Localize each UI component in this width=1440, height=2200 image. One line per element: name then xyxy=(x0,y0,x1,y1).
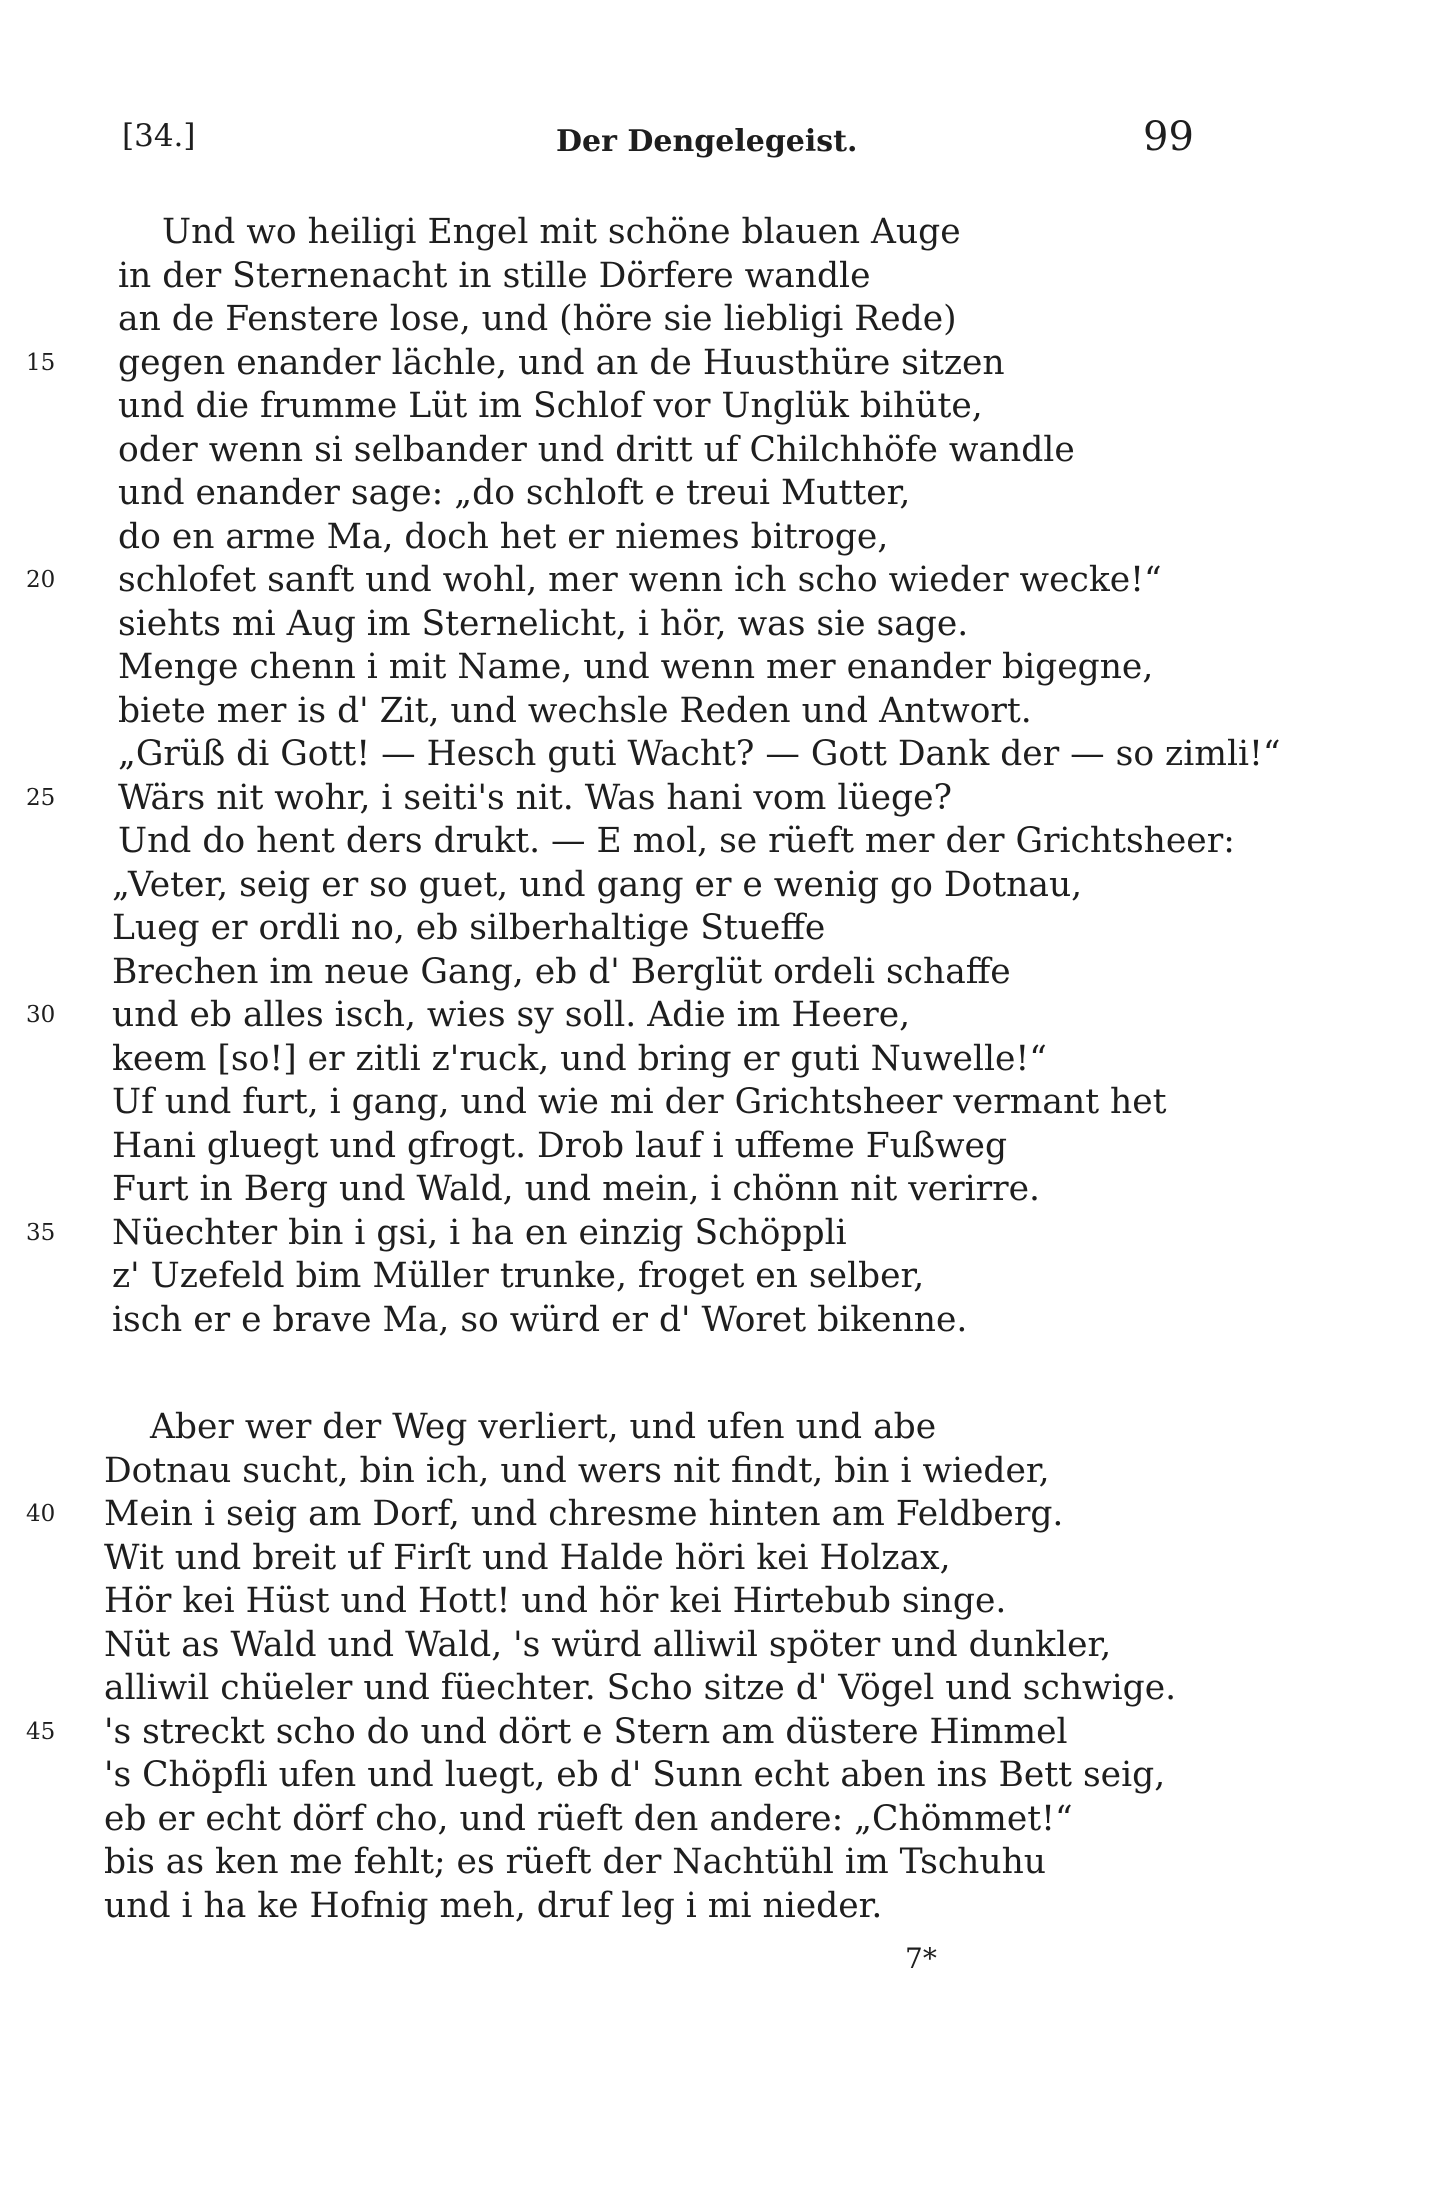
line-number: 40 xyxy=(26,1501,56,1527)
verse-line: 's streckt scho do und dört e Stern am düstere Himmel xyxy=(104,1711,1068,1752)
line-number: 45 xyxy=(26,1718,56,1745)
verse-line: an de Fenstere lose, und (höre sie liebligi Rede) xyxy=(118,299,957,339)
line-number: 15 xyxy=(26,349,56,376)
verse-line: Wärs nit wohr, i seiti's nit. Was hani vom lüege? xyxy=(118,777,953,818)
running-title: Der Dengelegeist. xyxy=(556,124,858,159)
verse-line: z' Uzefeld bim Müller trunke, froget en selber, xyxy=(112,1256,925,1296)
verse-line: gegen enander lächle, und an de Huusthüre sitzen xyxy=(118,342,1005,383)
verse-line: do en arme Ma, doch het er niemes bitroge, xyxy=(118,516,889,557)
verse-line: Furt in Berg und Wald, und mein, i chönn nit verirre. xyxy=(112,1169,1040,1209)
page-number: 99 xyxy=(1143,114,1194,160)
verse-line: Und wo heiligi Engel mit schöne blauen Auge xyxy=(162,212,961,252)
line-number: 25 xyxy=(26,784,56,811)
verse-line: Hör kei Hüst und Hott! und hör kei Hirtebub singe. xyxy=(104,1581,1007,1621)
verse-line: oder wenn si selbander und dritt uf Chilchhöfe wandle xyxy=(118,429,1075,470)
verse-line: Aber wer der Weg verliert, und ufen und abe xyxy=(150,1407,937,1447)
verse-line: Hani gluegt und gfrogt. Drob lauf i uffeme Fußweg xyxy=(112,1125,1008,1166)
line-number: 35 xyxy=(26,1219,56,1246)
verse-line: bis as ken me fehlt; es rüeft der Nachtühl im Tschuhu xyxy=(104,1842,1047,1882)
verse-line: siehts mi Aug im Sternelicht, i hör, was sie sage. xyxy=(118,603,969,644)
verse-line: biete mer is d' Zit, und wechsle Reden und Antwort. xyxy=(118,690,1032,731)
verse-line: Mein i seig am Dorf, und chresme hinten am Feldberg. xyxy=(104,1494,1064,1534)
verse-line: „Grüß di Gott! — Hesch guti Wacht? — Gott Dank der — so zimli!“ xyxy=(118,734,1281,774)
verse-line: Nüechter bin i gsi, i ha en einzig Schöppli xyxy=(112,1212,847,1253)
page-reference: [34.] xyxy=(122,118,196,154)
verse-line: Wit und breit uf Firſt und Halde höri kei Holzax, xyxy=(104,1537,951,1578)
verse-line: und i ha ke Hofnig meh, druf leg i mi nieder. xyxy=(104,1885,883,1926)
verse-line: Lueg er ordli no, eb silberhaltige Stueffe xyxy=(112,908,826,948)
signature-mark: 7* xyxy=(905,1942,937,1975)
verse-line: 's Chöpfli ufen und luegt, eb d' Sunn echt aben ins Bett seig, xyxy=(104,1755,1166,1795)
verse-line: Brechen im neue Gang, eb d' Berglüt ordeli schaffe xyxy=(112,951,1011,992)
verse-line: keem [so!] er zitli z'ruck, und bring er guti Nuwelle!“ xyxy=(112,1038,1047,1079)
verse-line: schlofet sanft und wohl, mer wenn ich scho wieder wecke!“ xyxy=(118,560,1162,600)
verse-line: Uf und furt, i gang, und wie mi der Grichtsheer vermant het xyxy=(112,1082,1167,1122)
verse-line: Menge chenn i mit Name, und wenn mer enander bigegne, xyxy=(118,647,1154,687)
verse-line: in der Sternenacht in stille Dörfere wandle xyxy=(118,255,871,296)
verse-line: und enander sage: „do schloft e treui Mutter, xyxy=(118,473,911,513)
verse-line: Und do hent ders drukt. — E mol, se rüeft mer der Grichtsheer: xyxy=(118,821,1235,861)
verse-line: isch er e brave Ma, so würd er d' Woret bikenne. xyxy=(112,1299,968,1340)
line-number: 30 xyxy=(26,1002,56,1028)
verse-line: und die frumme Lüt im Schlof vor Unglük bihüte, xyxy=(118,386,983,426)
verse-line: Nüt as Wald und Wald, 's würd alliwil spöter und dunkler, xyxy=(104,1624,1112,1665)
line-number: 20 xyxy=(26,567,56,593)
verse-line: eb er echt dörf cho, und rüeft den andere: „Chömmet!“ xyxy=(104,1798,1073,1839)
verse-line: alliwil chüeler und füechter. Scho sitze d' Vögel und schwige. xyxy=(104,1668,1177,1708)
verse-line: „Veter, seig er so guet, und gang er e wenig go Dotnau, xyxy=(112,864,1083,905)
verse-line: Dotnau sucht, bin ich, und wers nit findt, bin i wieder, xyxy=(104,1450,1050,1491)
verse-line: und eb alles isch, wies sy soll. Adie im Heere, xyxy=(112,995,911,1035)
